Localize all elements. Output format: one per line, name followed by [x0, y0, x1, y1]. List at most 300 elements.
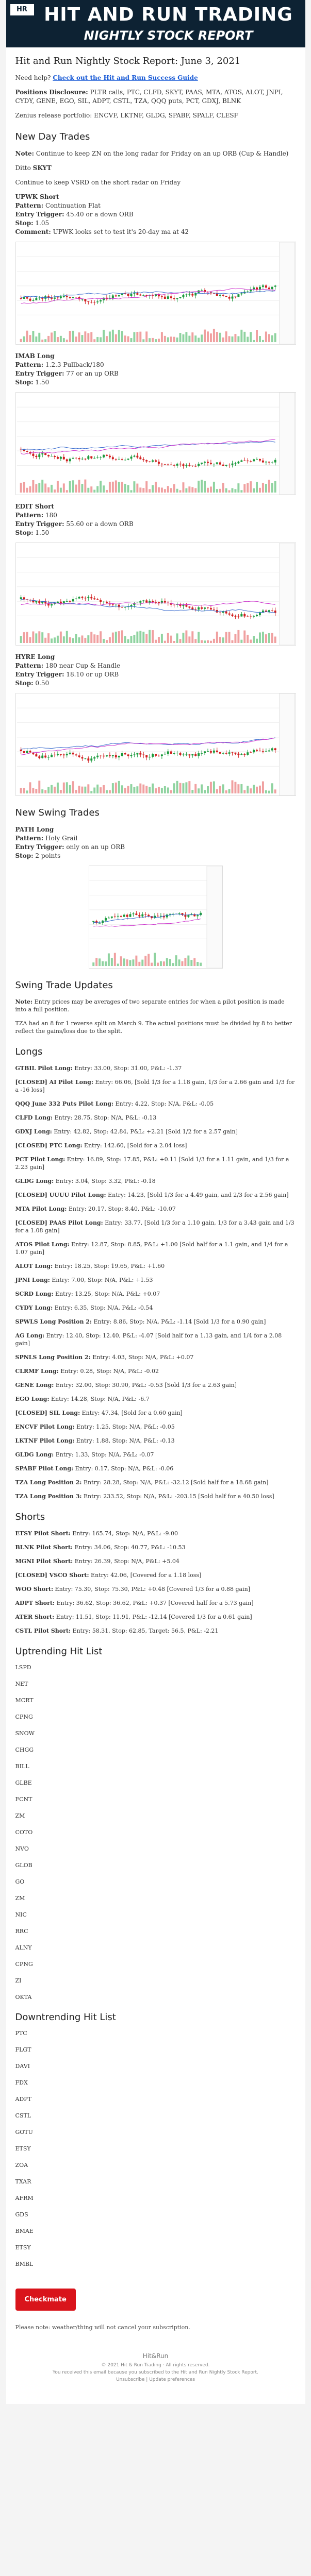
volume-bar — [268, 633, 270, 643]
volume-bar — [160, 487, 162, 493]
candle-body — [111, 457, 113, 459]
volume-bar — [41, 632, 43, 643]
volume-bar — [103, 785, 105, 793]
candle-body — [105, 918, 107, 921]
moving-average-line — [21, 291, 275, 298]
short-position: BLNK Pilot Short: Entry: 34.06, Stop: 40.77, P&L: -10.53 — [15, 1544, 186, 1551]
volume-bar — [154, 953, 156, 966]
candle-body — [179, 297, 181, 298]
positions-disclosure — [15, 88, 296, 106]
candle-body — [258, 613, 260, 615]
candle-body — [142, 295, 144, 296]
candle-body — [126, 914, 128, 917]
volume-bar — [66, 782, 68, 793]
candle-body — [111, 604, 113, 605]
hit-list-ticker: GLBE — [15, 1780, 32, 1786]
volume-bar — [240, 490, 242, 493]
volume-bar — [222, 637, 224, 643]
volume-bar — [107, 953, 109, 966]
candle-body — [268, 462, 270, 463]
candle-body — [26, 451, 28, 452]
volume-bar — [176, 633, 178, 643]
candle-body — [29, 751, 31, 752]
volume-bar — [69, 637, 71, 643]
volume-bar — [207, 640, 209, 643]
volume-bar — [170, 790, 172, 793]
volume-bar — [81, 335, 83, 342]
volume-bar — [175, 955, 177, 966]
trade-entry: Entry Trigger: 77 or an up ORB — [15, 370, 119, 377]
checkmate-button[interactable]: Checkmate — [15, 2289, 76, 2311]
volume-bar — [160, 788, 162, 793]
volume-bar — [155, 482, 157, 493]
candle-body — [84, 299, 86, 302]
volume-bar — [170, 636, 172, 643]
volume-bar — [271, 783, 273, 793]
candle-body — [118, 756, 120, 757]
volume-bar — [100, 481, 102, 493]
volume-bar — [185, 782, 187, 793]
candle-body — [194, 754, 197, 756]
volume-bar — [81, 484, 83, 493]
volume-bar — [200, 963, 202, 966]
volume-bar — [87, 488, 89, 493]
volume-bar — [32, 632, 34, 643]
volume-bar — [234, 634, 236, 643]
candle-body — [138, 915, 140, 917]
candle-body — [47, 296, 50, 297]
candle-body — [163, 464, 166, 465]
volume-bar — [149, 787, 151, 793]
volume-bar — [124, 484, 126, 493]
volume-bar — [26, 488, 28, 493]
long-position: ALOT Long: Entry: 18.25, Stop: 19.65, P&L: +1.60 — [15, 1263, 165, 1269]
volume-bar — [93, 788, 95, 793]
candle-body — [274, 748, 276, 750]
footer-links[interactable]: Unsubscribe | Update preferences — [116, 2377, 195, 2382]
candle-body — [250, 461, 252, 462]
volume-bar — [256, 330, 258, 342]
vsrd-note: Continue to keep VSRD on the short radar on Friday — [15, 179, 181, 186]
candle-body — [219, 462, 221, 464]
shorts-list — [15, 1530, 296, 1635]
candle-body — [127, 294, 129, 296]
trade-name: PATH Long — [15, 826, 54, 833]
volume-bar — [144, 956, 146, 966]
trade-stop: Stop: 2 points — [15, 852, 61, 859]
long-position: GLDG Long: Entry: 3.04, Stop: 3.32, P&L: -0.18 — [15, 1178, 156, 1184]
volume-bar — [32, 480, 34, 493]
volume-bar — [54, 787, 56, 793]
volume-bar — [157, 487, 159, 493]
candle-body — [156, 916, 158, 917]
volume-bar — [201, 480, 203, 493]
candle-body — [191, 754, 193, 755]
volume-bar — [216, 489, 218, 493]
volume-bar — [26, 331, 28, 342]
volume-bar — [152, 630, 154, 643]
candle-body — [20, 750, 22, 751]
volume-bar — [44, 339, 46, 342]
candle-body — [51, 755, 53, 757]
volume-bar — [163, 336, 166, 342]
volume-bar — [212, 329, 215, 342]
volume-bar — [127, 786, 129, 793]
volume-bar — [136, 786, 138, 793]
candle-body — [130, 605, 132, 606]
volume-bar — [132, 959, 134, 966]
volume-bar — [170, 336, 172, 342]
volume-bar — [219, 333, 221, 342]
candle-body — [212, 751, 215, 753]
swing-note: Note: Entry prices may be averages of two separate entries for when a pilot position is made into a full position. — [15, 998, 285, 1013]
volume-bar — [108, 331, 110, 342]
candle-body — [185, 605, 187, 606]
price-axis — [279, 693, 294, 795]
volume-bar — [163, 489, 166, 493]
volume-bar — [51, 638, 53, 643]
long-position: [CLOSED] PTC Long: Entry: 142.60, [Sold for a 2.04 loss] — [15, 1142, 187, 1149]
long-position: ATOS Pilot Long: Entry: 12.87, Stop: 8.85, P&L: +1.00 [Sold half for a 1.1 gain, and 1/4 for a 1.07 gain] — [15, 1241, 288, 1256]
volume-bar — [216, 332, 218, 342]
candle-body — [41, 298, 43, 299]
volume-bar — [133, 481, 135, 493]
candle-body — [120, 916, 122, 917]
volume-bar — [26, 790, 28, 793]
candle-body — [234, 753, 236, 754]
candle-body — [44, 756, 46, 758]
volume-bar — [191, 631, 193, 643]
volume-bar — [41, 789, 43, 793]
candle-body — [258, 287, 260, 290]
volume-bar — [121, 630, 123, 643]
zenius-label: Zenius release portfolio: — [15, 112, 92, 119]
volume-bar — [194, 639, 197, 643]
volume-bar — [136, 484, 138, 493]
candle-body — [152, 601, 154, 602]
candle-body — [149, 601, 151, 603]
volume-bar — [247, 337, 249, 342]
volume-bar — [225, 790, 227, 793]
volume-bar — [209, 333, 211, 342]
volume-bar — [29, 335, 31, 342]
candle-body — [271, 610, 273, 611]
candle-body — [59, 296, 61, 298]
candle-body — [129, 914, 131, 917]
long-position: GLDG Long: Entry: 1.33, Stop: N/A, P&L: -0.07 — [15, 1451, 154, 1458]
short-position: WOO Short: Entry: 75.30, Stop: 75.30, P&L: +0.48 [Covered 1/3 for a 0.88 gain] — [15, 1586, 251, 1592]
candle-body — [62, 754, 64, 755]
volume-bar — [139, 784, 141, 793]
candle-body — [187, 915, 189, 917]
price-axis — [279, 393, 294, 495]
day-note-text: Continue to keep ZN on the long radar for Friday on an up ORB (Cup & Handle) — [36, 150, 289, 157]
candle-body — [118, 605, 120, 607]
candle-body — [234, 616, 236, 617]
banner-title: HIT AND RUN TRADING — [44, 4, 293, 25]
hit-list-ticker: AFRM — [15, 2195, 34, 2201]
volume-bar — [20, 483, 22, 493]
longs-list — [15, 1064, 296, 1500]
volume-bar — [139, 631, 141, 643]
volume-bar — [139, 487, 141, 493]
candle-body — [35, 754, 37, 756]
candle-body — [152, 754, 154, 757]
price-axis — [207, 866, 222, 968]
volume-bar — [100, 787, 102, 793]
volume-bar — [75, 790, 77, 793]
short-position: [CLOSED] VSCO Short: Entry: 42.06, [Covered for a 1.18 loss] — [15, 1572, 202, 1579]
trade-entry: Entry Trigger: only on an up ORB — [15, 843, 125, 851]
candle-body — [198, 291, 200, 293]
volume-bar — [81, 787, 83, 793]
volume-bar — [258, 633, 260, 643]
volume-bar — [75, 336, 77, 342]
volume-bar — [274, 789, 276, 793]
candle-body — [247, 752, 249, 755]
candle-body — [41, 756, 43, 758]
candle-body — [72, 753, 74, 755]
candle-body — [271, 287, 273, 290]
volume-bar — [228, 632, 230, 643]
candle-body — [111, 755, 113, 756]
candle-body — [26, 751, 28, 753]
candle-body — [253, 459, 255, 461]
candle-body — [268, 751, 270, 752]
candle-body — [111, 295, 113, 298]
volume-bar — [253, 636, 255, 643]
hit-list-ticker: GO — [15, 1878, 25, 1885]
volume-bar — [56, 481, 58, 493]
candle-body — [72, 458, 74, 459]
volume-bar — [142, 632, 144, 643]
volume-bar — [191, 790, 193, 793]
candle-body — [256, 287, 258, 290]
volume-bar — [72, 781, 74, 793]
long-position: TZA Long Position 2: Entry: 28.28, Stop: N/A, P&L: -32.12 [Sold half for a 18.68 gain] — [15, 1479, 269, 1486]
volume-bar — [261, 483, 264, 493]
volume-bar — [96, 635, 99, 643]
candle-body — [20, 298, 22, 299]
hit-list-ticker: ETSY — [15, 2145, 31, 2152]
volume-bar — [102, 961, 104, 966]
hit-list-ticker: BMAE — [15, 2228, 34, 2234]
candle-body — [139, 753, 141, 754]
section-swing-updates: Swing Trade Updates — [15, 980, 113, 991]
volume-bar — [142, 488, 144, 493]
volume-bar — [78, 637, 80, 643]
long-position: SPWLS Long Position 2: Entry: 8.86, Stop: N/A, P&L: -1.14 [Sold 1/3 for a 0.90 gain] — [15, 1318, 266, 1325]
price-axis — [279, 543, 294, 645]
volume-bar — [54, 331, 56, 342]
volume-bar — [78, 786, 80, 793]
volume-bar — [250, 639, 252, 643]
volume-bar — [234, 489, 236, 493]
candle-body — [170, 751, 172, 754]
trade-stop: Stop: 1.05 — [15, 219, 50, 227]
volume-bar — [231, 781, 233, 794]
short-position: ETSY Pilot Short: Entry: 165.74, Stop: N/A, P&L: -9.00 — [15, 1530, 178, 1537]
candle-body — [69, 753, 71, 754]
candle-body — [96, 301, 99, 302]
volume-bar — [20, 636, 22, 643]
volume-bar — [56, 337, 58, 342]
volume-bar — [155, 640, 157, 643]
candle-body — [197, 915, 199, 916]
candle-body — [117, 916, 119, 917]
trade-entry: Entry Trigger: 55.60 or a down ORB — [15, 520, 134, 528]
volume-bar — [121, 331, 123, 342]
candle-body — [87, 758, 89, 760]
footer-notice: You received this email because you subscribed to the Hit and Run Nightly Stock Report. — [53, 2370, 258, 2375]
price-chart — [15, 693, 296, 796]
hit-list-ticker: NIC — [15, 1911, 27, 1918]
volume-bar — [96, 785, 99, 793]
help-line — [15, 74, 296, 82]
volume-bar — [178, 959, 180, 966]
candle-body — [240, 614, 242, 617]
trade-pattern: Pattern: 180 near Cup & Handle — [15, 662, 121, 669]
candle-body — [274, 460, 276, 463]
volume-bar — [23, 632, 25, 643]
volume-bar — [90, 332, 92, 342]
volume-bar — [274, 637, 276, 643]
zenius-portfolio — [15, 111, 296, 120]
volume-bar — [179, 639, 181, 643]
volume-bar — [78, 480, 80, 493]
volume-bar — [225, 331, 227, 342]
volume-bar — [35, 789, 37, 793]
candle-body — [228, 614, 230, 615]
volume-bar — [258, 488, 260, 493]
volume-bar — [198, 338, 200, 342]
long-position: PCT Pilot Long: Entry: 16.89, Stop: 17.85, P&L: +0.11 [Sold 1/3 for a 1.11 gain, and 1/3 for a 2.23 gain] — [15, 1156, 289, 1171]
candle-body — [69, 297, 71, 298]
candle-body — [62, 601, 64, 603]
candle-body — [145, 460, 148, 462]
volume-bar — [75, 485, 77, 493]
candle-body — [92, 921, 94, 922]
volume-bar — [66, 631, 68, 643]
candle-body — [132, 913, 134, 914]
volume-bar — [38, 483, 40, 493]
candle-body — [163, 601, 166, 603]
candle-body — [163, 297, 166, 299]
candle-body — [191, 294, 193, 296]
section-uptrending-hit-list: Uptrending Hit List — [15, 1646, 103, 1657]
candle-body — [268, 610, 270, 612]
candle-body — [93, 458, 95, 459]
volume-bar — [234, 334, 236, 342]
candle-body — [256, 750, 258, 751]
volume-bar — [26, 632, 28, 643]
volume-bar — [182, 334, 184, 342]
volume-bar — [59, 336, 61, 342]
volume-bar — [56, 636, 58, 643]
volume-bar — [271, 633, 273, 643]
candle-body — [258, 459, 260, 461]
trade-card — [15, 352, 296, 387]
volume-bar — [152, 784, 154, 793]
volume-bar — [204, 330, 206, 342]
volume-bar — [105, 961, 107, 966]
candle-body — [66, 601, 68, 602]
price-chart — [15, 392, 296, 495]
long-position: GTBIL Pilot Long: Entry: 33.00, Stop: 31.00, P&L: -1.37 — [15, 1065, 182, 1072]
candle-body — [237, 294, 239, 297]
volume-bar — [155, 339, 157, 342]
candle-body — [103, 298, 105, 300]
candle-body — [204, 751, 206, 753]
candle-body — [194, 466, 197, 467]
volume-bar — [167, 486, 169, 493]
volume-bar — [110, 958, 112, 966]
candle-body — [207, 751, 209, 752]
volume-bar — [152, 338, 154, 342]
volume-bar — [216, 632, 218, 643]
volume-bar — [75, 634, 77, 643]
candle-body — [105, 455, 107, 456]
candle-body — [167, 296, 169, 299]
candle-body — [72, 297, 74, 298]
volume-bar — [35, 336, 37, 342]
candle-body — [256, 615, 258, 616]
volume-bar — [87, 784, 89, 793]
candle-body — [182, 605, 184, 606]
long-position: CYDY Long: Entry: 6.35, Stop: N/A, P&L: -0.54 — [15, 1304, 153, 1311]
short-position: ATER Short: Entry: 11.51, Stop: 11.91, P&L: -12.14 [Covered 1/3 for a 0.61 gain] — [15, 1614, 252, 1620]
volume-bar — [265, 332, 267, 343]
volume-bar — [111, 482, 113, 493]
candle-body — [59, 754, 61, 755]
volume-bar — [261, 782, 264, 793]
candle-body — [201, 753, 203, 754]
hit-list-ticker: GLOB — [15, 1862, 32, 1869]
success-guide-link[interactable]: Check out the Hit and Run Success Guide — [53, 74, 198, 81]
moving-average-line — [21, 738, 275, 755]
hit-list-ticker: ZOA — [15, 2162, 28, 2168]
candle-body — [237, 754, 239, 755]
candle-body — [188, 294, 190, 295]
volume-bar — [198, 632, 200, 643]
candle-body — [32, 454, 34, 456]
candle-body — [173, 753, 175, 754]
volume-bar — [157, 338, 159, 342]
candle-body — [90, 758, 92, 760]
day-note — [15, 149, 296, 158]
volume-bar — [163, 786, 166, 793]
short-position: ADPT Short: Entry: 36.62, Stop: 36.62, P&L: +0.37 [Covered half for a 5.73 gain] — [15, 1600, 254, 1606]
candle-body — [127, 459, 129, 460]
candle-body — [225, 465, 227, 466]
hit-list-ticker: PTC — [15, 2030, 27, 2037]
volume-bar — [136, 632, 138, 643]
volume-bar — [243, 484, 245, 493]
volume-bar — [170, 488, 172, 493]
volume-bar — [127, 639, 129, 643]
candle-body — [191, 607, 193, 609]
candle-body — [81, 757, 83, 759]
candle-body — [78, 755, 80, 757]
candle-body — [216, 462, 218, 464]
trade-name: HYRE Long — [15, 653, 55, 660]
volume-bar — [176, 781, 178, 793]
candle-body — [253, 750, 255, 753]
candle-body — [152, 460, 154, 462]
long-position: CLRMF Long: Entry: 0.28, Stop: N/A, P&L: -0.02 — [15, 1368, 159, 1375]
report-body — [6, 56, 305, 2383]
hit-list-ticker: FLGT — [15, 2046, 31, 2053]
